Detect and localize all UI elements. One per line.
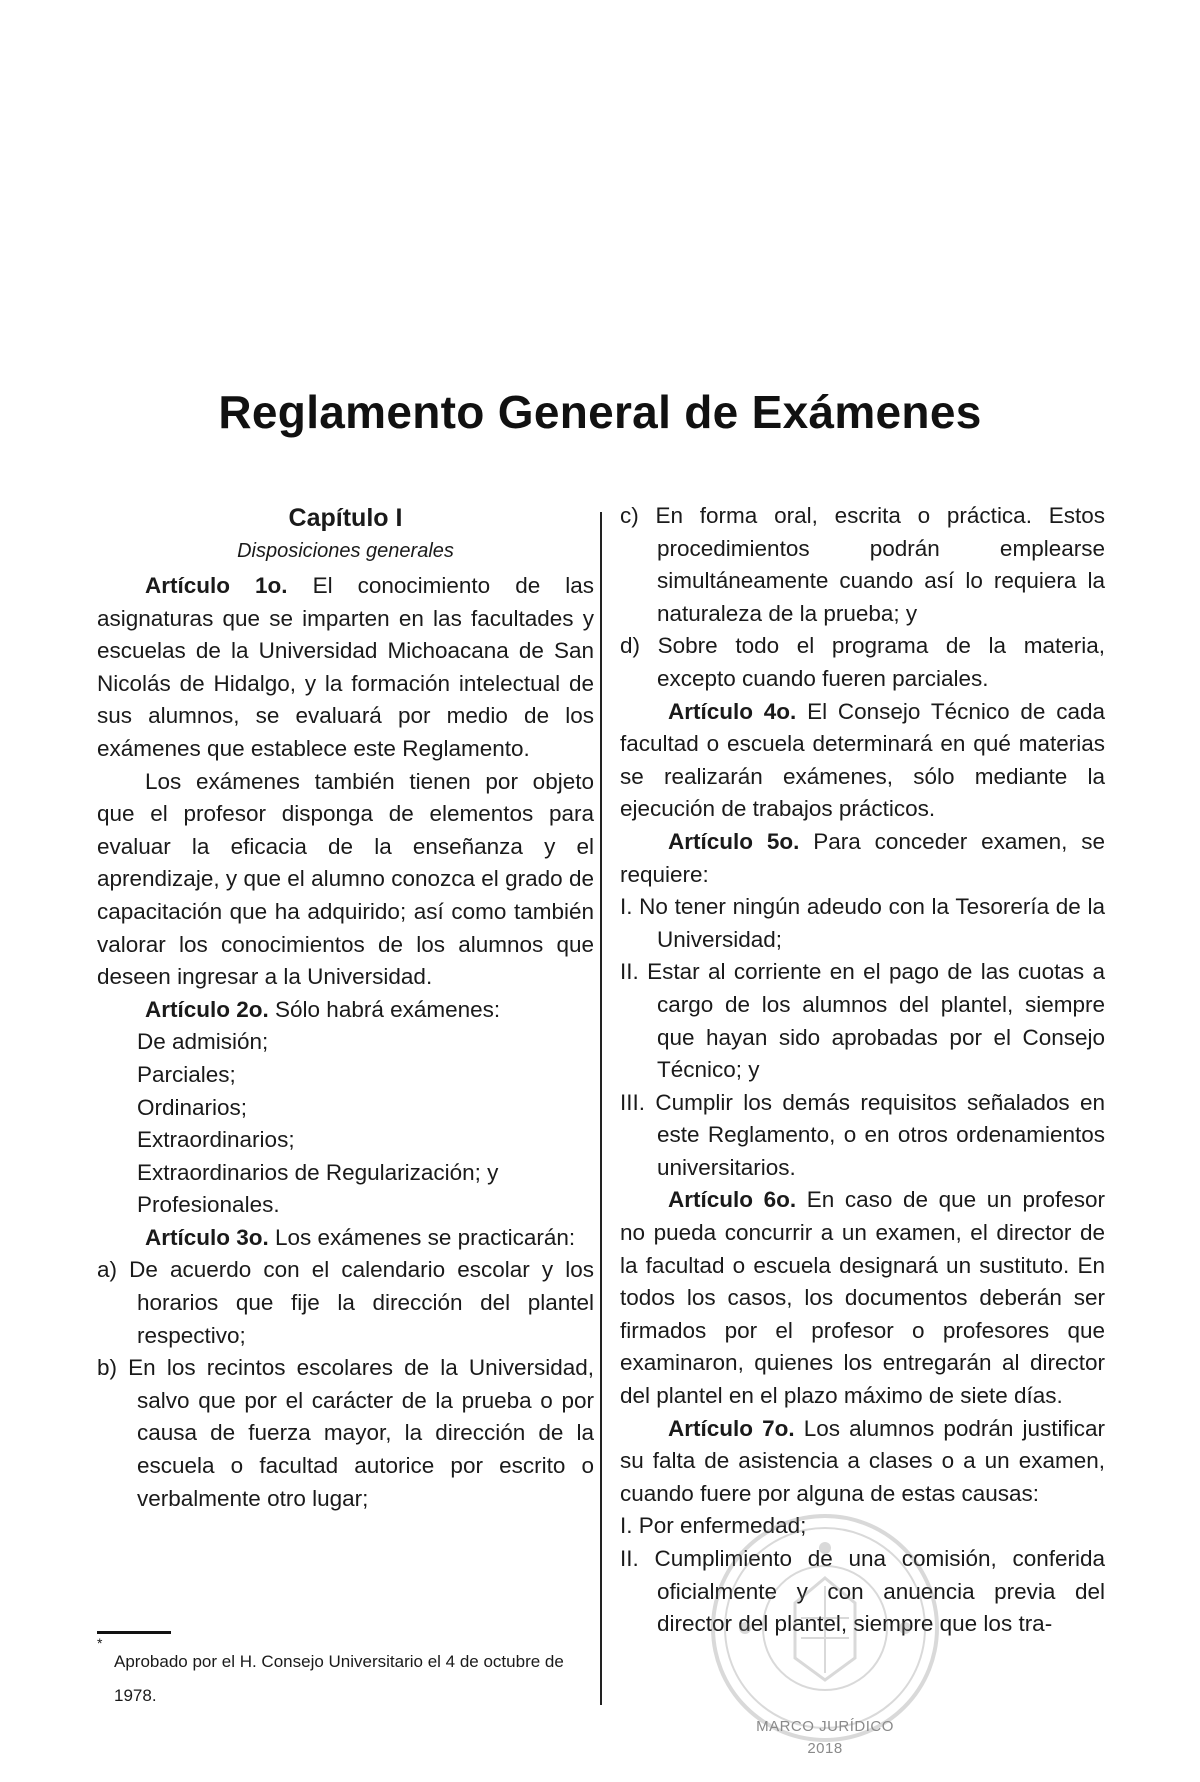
list-item: c) En forma oral, escrita o práctica. Estos procedimientos podrán emplearse simultáneamente cuando así lo requiera la naturaleza de la prueba; y	[620, 503, 1105, 626]
list-item: Parciales;	[137, 1061, 236, 1087]
chapter-subtitle: Disposiciones generales	[237, 540, 454, 562]
article-5-text: Para conceder examen, se requiere:	[620, 828, 1106, 887]
article-1-text: El conocimiento de las asignaturas que se imparten en las facultades y escuelas de la Universidad Michoacana de San Nicolás de Hidalgo, y la formación intelectual de sus alumnos, se evaluará por medio de los exámenes que establece este Reglamento.	[97, 573, 595, 761]
article-7-label: Artículo 7o.	[668, 1415, 795, 1441]
article-1-paragraph-2: Los exámenes también tienen por objeto que el profesor disponga de elementos para evaluar la eficacia de la enseñanza y el aprendizaje, y que el alumno conozca el grado de capacitación que ha adquirido; así como también valorar los conocimientos de los alumnos que deseen ingresar a la Universidad.	[97, 768, 594, 990]
article-4	[620, 696, 1105, 826]
article-3	[97, 1222, 594, 1255]
page-title: Reglamento General de Exámenes	[218, 386, 982, 438]
article-3-label: Artículo 3o.	[145, 1224, 269, 1250]
list-item: I. Por enfermedad;	[620, 1513, 807, 1539]
article-5-label: Artículo 5o.	[668, 828, 800, 854]
article-2-text: Sólo habrá exámenes:	[268, 996, 501, 1022]
list-item: II. Estar al corriente en el pago de las cuotas a cargo de los alumnos del plantel, siempre que hayan sido aprobadas por el Consejo Técnico; y	[620, 959, 1105, 1083]
article-1-label: Artículo 1o.	[145, 573, 288, 598]
seal-caption	[700, 1716, 950, 1760]
footnote-rule	[97, 1631, 171, 1634]
list-item: Ordinarios;	[137, 1094, 248, 1120]
article-6-label: Artículo 6o.	[668, 1187, 797, 1213]
article-6	[620, 1184, 1105, 1412]
seal-label: MARCO JURÍDICO	[756, 1718, 894, 1735]
list-item: Profesionales.	[137, 1192, 280, 1218]
footnote: Aprobado por el H. Consejo Universitario el 4 de octubre de 1978.	[114, 1652, 564, 1705]
right-column	[620, 500, 1105, 1641]
list-item: a) De acuerdo con el calendario escolar y los horarios que fije la dirección del plantel respectivo;	[97, 1257, 594, 1348]
university-seal-watermark	[705, 1508, 945, 1748]
article-2-label: Artículo 2o.	[145, 996, 269, 1022]
list-item: II. Cumplimiento de una comisión, conferida oficialmente y con anuencia previa del director del plantel, siempre que los tra-	[620, 1546, 1105, 1637]
footnote-mark: *	[97, 1635, 103, 1651]
left-column	[97, 500, 594, 1515]
exam-types-list	[97, 1026, 594, 1222]
list-item: Extraordinarios;	[137, 1127, 295, 1153]
article-3-text: Los exámenes se practicarán:	[268, 1224, 576, 1250]
list-item: Extraordinarios de Regularización; y	[137, 1159, 499, 1185]
list-item: b) En los recintos escolares de la Universidad, salvo que por el carácter de la prueba o por causa de fuerza mayor, la dirección de la escuela o facultad autorice por escrito o verbalmente otro lugar;	[97, 1355, 594, 1511]
article-4-text: El Consejo Técnico de cada facultad o escuela determinará en qué materias se realizarán exámenes, sólo mediante la ejecución de trabajos prácticos.	[620, 698, 1106, 822]
chapter-heading: Capítulo I	[288, 504, 403, 532]
article-7-text: Los alumnos podrán justificar su falta de asistencia a clases o a un examen, cuando fuere por alguna de estas causas:	[620, 1415, 1106, 1506]
list-item: De admisión;	[137, 1029, 269, 1055]
article-5	[620, 826, 1105, 891]
list-item: I. No tener ningún adeudo con la Tesorería de la Universidad;	[620, 894, 1105, 952]
list-item: III. Cumplir los demás requisitos señalados en este Reglamento, o en otros ordenamientos universitarios.	[620, 1089, 1105, 1180]
article-6-text: En caso de que un profesor no pueda concurrir a un examen, el director de la facultad o escuela designará un sustituto. En todos los casos, los documentos deberán ser firmados por el profesor o profesores que examinaron, quienes los entregarán al director del plantel en el plazo máximo de siete días.	[620, 1187, 1105, 1409]
article-4-label: Artículo 4o.	[668, 698, 797, 724]
article-2	[97, 994, 594, 1027]
article-7	[620, 1413, 1105, 1511]
column-divider	[600, 512, 602, 1705]
list-item: d) Sobre todo el programa de la materia, excepto cuando fueren parciales.	[620, 633, 1105, 691]
seal-year: 2018	[807, 1740, 843, 1757]
article-1	[97, 570, 594, 766]
